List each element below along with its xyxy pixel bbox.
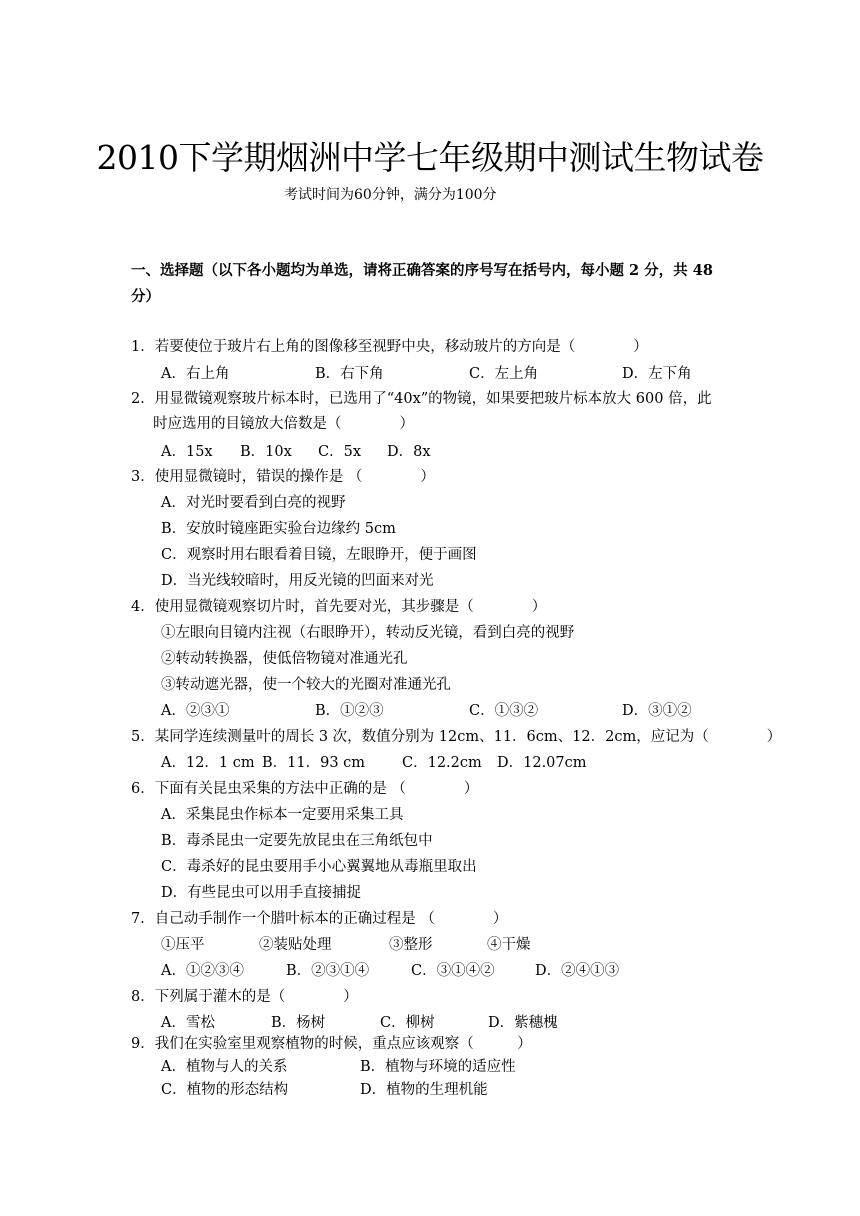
question-9-option-c[interactable]: C．植物的形态结构 [161, 1082, 289, 1098]
question-9-option-a[interactable]: A．植物与人的关系 [161, 1059, 288, 1075]
question-3-option-a[interactable]: A．对光时要看到白亮的视野 [161, 495, 346, 511]
question-5-option-b[interactable]: B．11．93 cm [262, 755, 366, 771]
question-8-option-a[interactable]: A．雪松 [161, 1015, 215, 1031]
question-8-option-c[interactable]: C．柳树 [380, 1015, 435, 1031]
question-4-step-1: ①左眼向目镜内注视（右眼睁开），转动反光镜，看到白亮的视野 [161, 625, 575, 641]
question-8-stem: 8．下列属于灌木的是（ ） [131, 989, 358, 1005]
question-4-option-c[interactable]: C．①③② [469, 703, 539, 719]
question-7-option-d[interactable]: D．②④①③ [535, 963, 620, 979]
question-7-step-1: ①压平 [161, 937, 205, 953]
question-6-option-d[interactable]: D．有些昆虫可以用手直接捕捉 [161, 885, 362, 901]
question-1-option-d[interactable]: D．左下角 [622, 366, 692, 382]
question-7-step-2: ②装贴处理 [259, 937, 332, 953]
question-2-option-a[interactable]: A．15x [161, 444, 213, 460]
question-5-option-d[interactable]: D．12.07cm [497, 755, 587, 771]
question-8-option-d[interactable]: D．紫穗槐 [488, 1015, 558, 1031]
question-7-option-c[interactable]: C．③①④② [411, 963, 495, 979]
question-6-option-c[interactable]: C．毒杀好的昆虫要用手小心翼翼地从毒瓶里取出 [161, 859, 477, 875]
question-9-option-d[interactable]: D．植物的生理机能 [360, 1082, 488, 1098]
question-2-option-d[interactable]: D．8x [387, 444, 431, 460]
question-4-step-3: ③转动遮光器，使一个较大的光圈对准通光孔 [161, 677, 451, 693]
question-7-step-3: ③整形 [389, 937, 433, 953]
question-5-stem: 5．某同学连续测量叶的周长 3 次，数值分别为 12cm、11．6cm、12．2cm，应记为（ ） [131, 729, 782, 745]
question-1-option-c[interactable]: C．左上角 [469, 366, 539, 382]
question-4-option-b[interactable]: B．①②③ [315, 703, 384, 719]
question-4-stem: 4．使用显微镜观察切片时，首先要对光，其步骤是（ ） [131, 599, 547, 615]
question-7-option-a[interactable]: A．①②③④ [161, 963, 244, 979]
question-2-stem-line-1: 2．用显微镜观察玻片标本时，已选用了“40x”的物镜，如果要把玻片标本放大 600 倍，此 [131, 391, 712, 407]
exam-info: 考试时间为60分钟，满分为100分 [284, 187, 497, 203]
section-heading-line-2: 分） [131, 288, 160, 305]
question-1-option-a[interactable]: A．右上角 [161, 366, 230, 382]
question-4-option-d[interactable]: D．③①② [622, 703, 692, 719]
question-1-stem: 1．若要使位于玻片右上角的图像移至视野中央，移动玻片的方向是（ ） [131, 339, 648, 355]
question-7-step-4: ④干燥 [487, 937, 531, 953]
question-9-stem: 9．我们在实验室里观察植物的时候，重点应该观察（ ） [131, 1036, 532, 1052]
question-6-stem: 6．下面有关昆虫采集的方法中正确的是 （ ） [131, 781, 479, 797]
question-7-option-b[interactable]: B．②③①④ [286, 963, 370, 979]
question-4-step-2: ②转动转换器，使低倍物镜对准通光孔 [161, 651, 408, 667]
section-heading-line-1: 一、选择题（以下各小题均为单选，请将正确答案的序号写在括号内，每小题 2 分，共 48 [131, 262, 713, 279]
page-title: 2010下学期烟洲中学七年级期中测试生物试卷 [96, 138, 764, 177]
question-5-option-c[interactable]: C．12.2cm [402, 755, 482, 771]
question-2-option-b[interactable]: B．10x [240, 444, 292, 460]
question-5-option-a[interactable]: A．12．1 cm [161, 755, 255, 771]
question-9-option-b[interactable]: B．植物与环境的适应性 [360, 1059, 516, 1075]
question-3-option-c[interactable]: C．观察时用右眼看着目镜，左眼睁开，便于画图 [161, 547, 477, 563]
section-heading [131, 258, 731, 310]
question-6-option-a[interactable]: A．采集昆虫作标本一定要用采集工具 [161, 807, 404, 823]
question-4-option-a[interactable]: A．②③① [161, 703, 230, 719]
question-3-stem: 3．使用显微镜时，错误的操作是 （ ） [131, 469, 435, 485]
question-8-option-b[interactable]: B．杨树 [271, 1015, 326, 1031]
question-7-stem: 7．自己动手制作一个腊叶标本的正确过程是 （ ） [131, 911, 508, 927]
question-1-option-b[interactable]: B．右下角 [315, 366, 384, 382]
question-3-option-d[interactable]: D．当光线较暗时，用反光镜的凹面来对光 [161, 573, 434, 589]
question-6-option-b[interactable]: B．毒杀昆虫一定要先放昆虫在三角纸包中 [161, 833, 433, 849]
question-2-option-c[interactable]: C．5x [318, 444, 361, 460]
question-3-option-b[interactable]: B．安放时镜座距实验台边缘约 5cm [161, 521, 396, 537]
question-2-stem-line-2: 时应选用的目镜放大倍数是（ ） [153, 416, 414, 432]
